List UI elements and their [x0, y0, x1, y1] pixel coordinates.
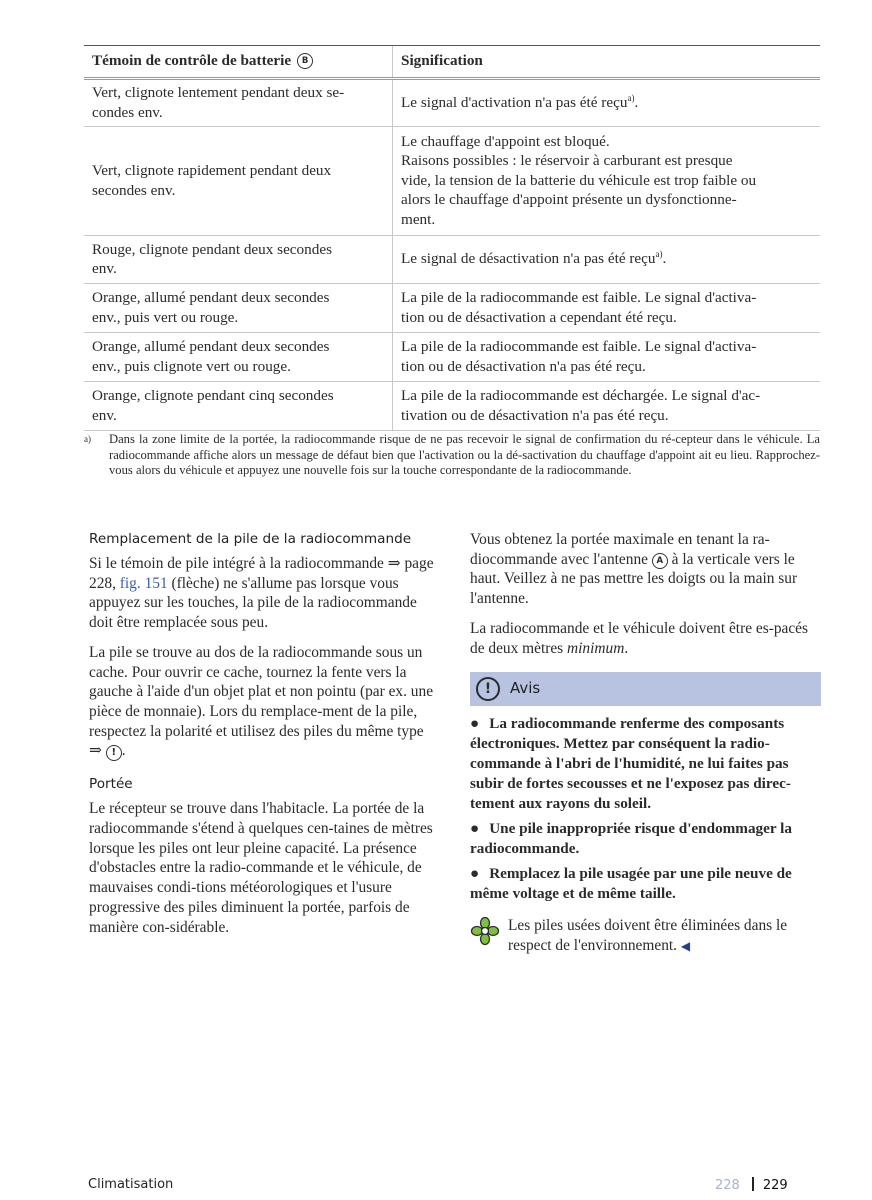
emphasis-text: minimum: [567, 639, 625, 657]
list-item-text: Remplacez la pile usagée par une pile neuve de même voltage et de même taille.: [470, 865, 792, 903]
paragraph-text: Si le témoin de pile intégré à la radiocommande ⇒ page 228,: [89, 555, 434, 592]
indicator-cell: [84, 236, 393, 283]
antenna-symbol-icon: A: [652, 553, 668, 569]
list-item: [470, 819, 821, 859]
avis-title: Avis: [510, 679, 541, 698]
meaning-cell: [393, 333, 820, 381]
bullet-icon: ●: [470, 715, 480, 733]
table-header-meaning: Signification: [401, 52, 483, 69]
meaning-end: .: [634, 93, 639, 111]
list-item-text: La radiocommande renferme des composants électroniques. Mettez par conséquent la radio-commande à l'abri de l'humidité, ne lui faites pas subir de fortes secousses et ne l'exposez pas direc-tement aux rayons du soleil.: [470, 715, 791, 813]
footnote-ref: a): [627, 92, 635, 103]
warning-symbol-icon: !: [106, 745, 122, 761]
paragraph-text: Vous obtenez la portée maximale en tenant la ra-diocommande avec l'antenne: [470, 531, 770, 568]
paragraph-text: à la verticale vers le haut. Veillez à ne pas mettre les doigts ou la main sur l'antenne.: [470, 550, 798, 608]
paragraph-text: La radiocommande et le véhicule doivent être es-pacés de deux mètres: [470, 619, 809, 657]
meaning-cell: [393, 127, 820, 235]
figure-link[interactable]: fig. 151: [119, 574, 168, 592]
meaning-text: Le chauffage d'appoint est bloqué. Raisons possibles : le réservoir à carburant est presque vide, la tension de la batterie du véhicule est trop faible ou alors le chauffage d'appoint présente un dysfonctionne- ment.: [401, 132, 757, 228]
meaning-text: La pile de la radiocommande est faible. Le signal d'activa- tion ou de désactivation n'a pas été reçu.: [401, 338, 757, 375]
meaning-cell: [393, 80, 820, 126]
table-row: [84, 333, 820, 382]
table-header-indicator-label: Témoin de contrôle de batterie: [92, 52, 292, 69]
list-item: [470, 864, 821, 904]
avis-banner: [470, 672, 821, 706]
end-of-section-icon: ◀: [680, 938, 691, 953]
environment-note-text: [508, 916, 821, 956]
avis-list: [470, 714, 821, 904]
page-number-current: 229: [762, 1178, 788, 1193]
paragraph-text: (flèche) ne s'allume pas lorsque vous appuyez sur les touches, la pile de la radiocommande doit être remplacée sous peu.: [89, 574, 417, 632]
footnote-text: Dans la zone limite de la portée, la radiocommande risque de ne pas recevoir le signal de confirmation du ré-cepteur dans le véhicule. La radiocommande affiche alors un message de défaut bien que l'activation ou la dé-sactivation du chauffage d'appoint ait eu lieu. Rapprochez-vous alors du véhicule et appuyez une nouvelle fois sur la touche correspondante de la radiocommande.: [109, 432, 820, 477]
right-column: [470, 530, 821, 957]
paragraph: [470, 619, 821, 658]
indicator-cell: [84, 127, 393, 235]
section-title-battery-replacement: Remplacement de la pile de la radiocommande: [89, 531, 412, 547]
meaning-text: Le signal de désactivation n'a pas été reçu: [401, 250, 656, 268]
list-item-text: Une pile inappropriée risque d'endommager la radiocommande.: [470, 820, 792, 858]
battery-indicator-table: [84, 45, 820, 431]
meaning-cell: [393, 284, 820, 332]
left-column: [89, 530, 440, 947]
meaning-text: La pile de la radiocommande est faible. Le signal d'activa- tion ou de désactivation a cependant été reçu.: [401, 289, 757, 326]
footnote-ref: a): [655, 249, 663, 260]
paragraph: Le récepteur se trouve dans l'habitacle. La portée de la radiocommande s'étend à quelques cen-taines de mètres lorsque les piles ont leur pleine capacité. La présence d'obstacles entre la radio-commande et le véhicule, de mauvaises condi-tions météorologiques et l'usure progressive des piles diminuent la portée, parfois de manière con-sidérable.: [89, 800, 433, 936]
table-header-row: [84, 46, 820, 80]
list-item: [470, 714, 821, 814]
paragraph-text: .: [121, 742, 126, 760]
indicator-cell: [84, 382, 393, 430]
warning-circle-icon: !: [476, 677, 500, 701]
environment-note: [470, 916, 821, 956]
page-numbers: [715, 1177, 788, 1193]
paragraph: [89, 554, 440, 633]
paragraph: [470, 530, 821, 609]
section-title-range: Portée: [89, 776, 133, 793]
table-row: [84, 236, 820, 284]
indicator-cell: [84, 333, 393, 381]
table-row: [84, 284, 820, 333]
meaning-cell: [393, 382, 820, 430]
indicator-text: Orange, allumé pendant deux secondes env., puis vert ou rouge.: [92, 289, 330, 326]
paragraph-text: .: [624, 639, 629, 657]
meaning-text: Le signal d'activation n'a pas été reçu: [401, 93, 628, 111]
table-row: [84, 80, 820, 127]
indicator-cell: [84, 284, 393, 332]
paragraph-text: La pile se trouve au dos de la radiocommande sous un cache. Pour ouvrir ce cache, tournez la fente vers la gauche à l'aide d'un objet plat et non pointu (par ex. une pièce de monnaie). Lors du remplace-ment de la pile, respectez la polarité et utilisez des piles du même type ⇒: [89, 643, 434, 760]
footer-section-name: Climatisation: [88, 1177, 174, 1192]
indicator-text: Vert, clignote lentement pendant deux se- condes env.: [92, 84, 345, 121]
indicator-text: Orange, clignote pendant cinq secondes env.: [92, 387, 334, 424]
page-number-previous: 228: [715, 1178, 740, 1193]
table-row: [84, 127, 820, 236]
environment-text: Les piles usées doivent être éliminées dans le respect de l'environnement.: [508, 917, 788, 954]
indicator-text: Orange, allumé pendant deux secondes env., puis clignote vert ou rouge.: [92, 338, 330, 375]
indicator-text: Rouge, clignote pendant deux secondes env.: [92, 240, 332, 277]
table-header-indicator: [84, 46, 393, 77]
paragraph: [89, 643, 440, 762]
table-row: [84, 382, 820, 431]
footnote-mark: a): [84, 434, 91, 444]
page-separator: [752, 1177, 754, 1191]
bullet-icon: ●: [470, 865, 480, 883]
table-footnote: [84, 432, 820, 479]
indicator-cell: [84, 80, 393, 126]
indicator-text: Vert, clignote rapidement pendant deux secondes env.: [92, 162, 332, 199]
flower-environment-icon: [470, 916, 508, 956]
meaning-text: La pile de la radiocommande est déchargée. Le signal d'ac- tivation ou de désactivation n'a pas été reçu.: [401, 387, 761, 424]
bullet-icon: ●: [470, 820, 480, 838]
meaning-end: .: [662, 250, 667, 268]
meaning-cell: [393, 236, 820, 283]
battery-symbol-icon: B: [297, 53, 313, 69]
